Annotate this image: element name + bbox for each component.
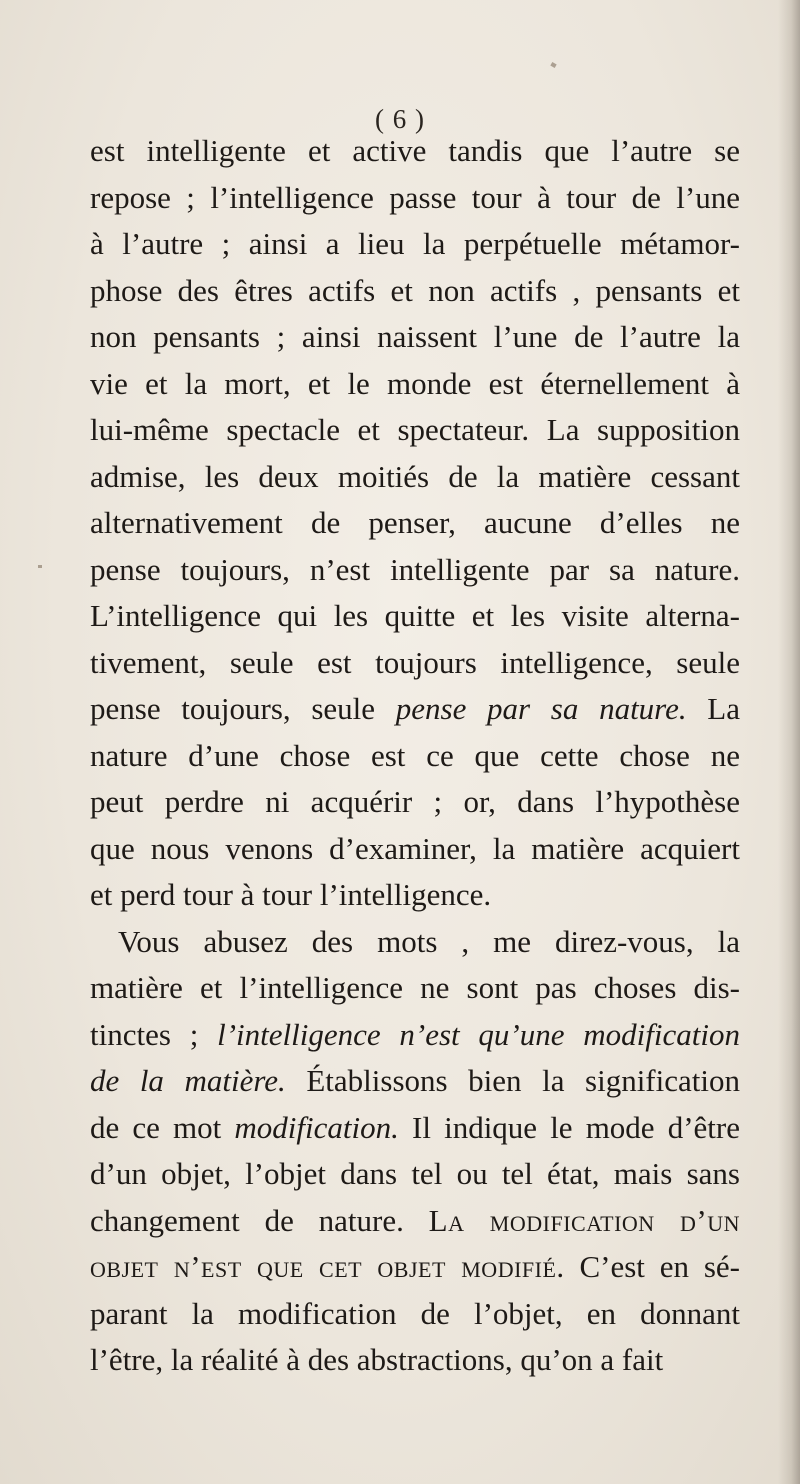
- text-line: [90, 128, 740, 175]
- text-line: [90, 686, 740, 733]
- text-line: [90, 314, 740, 361]
- text-segment: pense toujours, n’est intelligente par sa nature.: [90, 551, 740, 587]
- text-line: [90, 454, 740, 501]
- text-segment: que nous venons d’examiner, la matière acquiert: [90, 830, 740, 866]
- text-line: [90, 1198, 740, 1245]
- text-line: [90, 1337, 740, 1384]
- italic-text: l’intelligence n’est qu’une modification: [217, 1016, 740, 1052]
- text-line: [90, 872, 740, 919]
- text-segment: peut perdre ni acquérir ; or, dans l’hypothèse: [90, 784, 740, 819]
- page-edge-shadow: [778, 0, 800, 1484]
- text-segment: et perd tour à tour l’intelligence.: [90, 877, 492, 912]
- italic-text: modification.: [234, 1109, 399, 1145]
- text-segment: L’intelligence qui les quitte et les visite alterna-: [90, 598, 740, 633]
- text-line: [90, 919, 740, 966]
- text-line: [90, 1012, 740, 1059]
- ink-speck: [550, 62, 556, 68]
- ink-speck: [38, 565, 42, 568]
- italic-text: pense par sa nature.: [395, 691, 687, 726]
- text-segment: non pensants ; ainsi naissent l’une de l’autre la: [90, 319, 740, 354]
- text-segment: vie et la mort, et le monde est éternellement à: [90, 365, 740, 401]
- text-line: [90, 1291, 740, 1338]
- small-caps-text: objet n’est que cet objet modifié.: [90, 1249, 565, 1284]
- small-caps-text: La modification d’un: [428, 1202, 740, 1238]
- text-line: [90, 361, 740, 408]
- text-segment: alternativement de penser, aucune d’elles ne: [90, 505, 740, 540]
- text-segment: phose des êtres actifs et non actifs , pensants et: [90, 272, 740, 308]
- body-text: [90, 128, 740, 1384]
- text-segment: pense toujours, seule: [90, 691, 396, 726]
- text-line: [90, 965, 740, 1012]
- text-line: [90, 1105, 740, 1152]
- text-segment: l’être, la réalité à des abstractions, qu’on a fait: [90, 1342, 664, 1377]
- text-line: [90, 733, 740, 780]
- text-segment: Il indique le mode d’être: [398, 1109, 740, 1145]
- text-line: [90, 593, 740, 640]
- text-segment: tivement, seule est toujours intelligence, seule: [90, 644, 740, 680]
- text-line: [90, 268, 740, 315]
- text-line: [90, 407, 740, 454]
- text-segment: à l’autre ; ainsi a lieu la perpétuelle métamor-: [90, 226, 740, 261]
- italic-text: de la matière.: [90, 1063, 286, 1098]
- text-segment: Vous abusez des mots , me direz-vous, la: [118, 923, 740, 959]
- text-line: [90, 1058, 740, 1105]
- text-segment: nature d’une chose est ce que cette chose ne: [90, 737, 740, 773]
- text-segment: La: [686, 691, 741, 726]
- text-segment: C’est en sé-: [564, 1249, 740, 1284]
- text-segment: repose ; l’intelligence passe tour à tour de l’une: [90, 179, 740, 215]
- text-line: [90, 500, 740, 547]
- text-line: [90, 1244, 740, 1291]
- text-segment: est intelligente et active tandis que l’autre se: [90, 133, 740, 168]
- text-segment: parant la modification de l’objet, en donnant: [90, 1295, 740, 1331]
- text-line: [90, 1151, 740, 1198]
- text-line: [90, 221, 740, 268]
- text-segment: tinctes ;: [90, 1016, 218, 1052]
- text-line: [90, 640, 740, 687]
- text-segment: d’un objet, l’objet dans tel ou tel état, mais sans: [90, 1156, 740, 1191]
- text-segment: de ce mot: [90, 1109, 235, 1145]
- text-segment: matière et l’intelligence ne sont pas choses dis-: [90, 970, 740, 1005]
- text-line: [90, 547, 740, 594]
- text-line: [90, 779, 740, 826]
- text-segment: admise, les deux moitiés de la matière cessant: [90, 458, 740, 494]
- text-segment: changement de nature.: [90, 1202, 429, 1238]
- text-segment: lui-même spectacle et spectateur. La supposition: [90, 412, 740, 447]
- text-segment: Établissons bien la signification: [285, 1063, 740, 1098]
- text-line: [90, 175, 740, 222]
- text-line: [90, 826, 740, 873]
- page-number: ( 6 ): [375, 104, 425, 134]
